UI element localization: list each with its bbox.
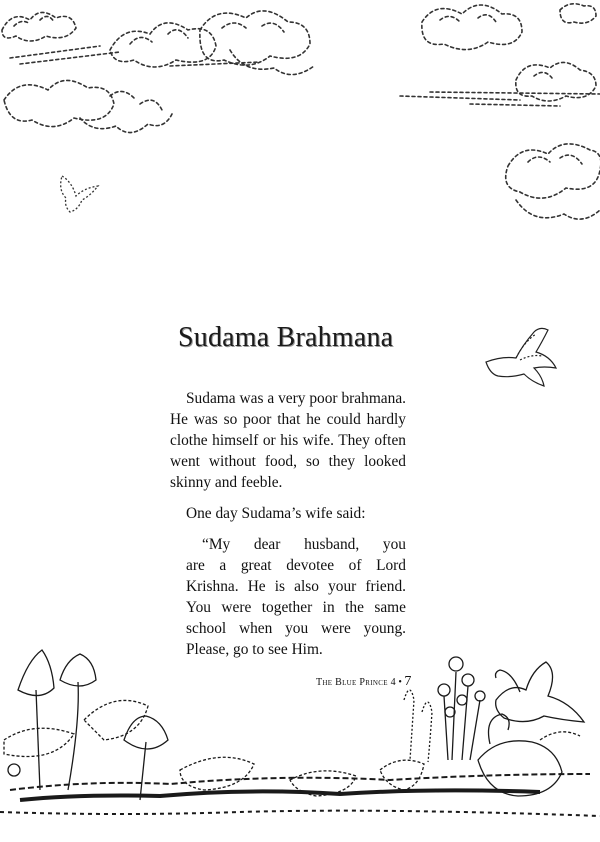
text-line: went without food, so they looked xyxy=(170,453,406,470)
footer-separator: • xyxy=(398,677,402,688)
text-line: clothe himself or his wife. They often xyxy=(170,432,406,449)
text-line: Krishna. He is also your friend. xyxy=(186,578,406,595)
flying-bird-icon xyxy=(486,328,556,386)
cloud-icon xyxy=(506,144,600,219)
leaf-icon xyxy=(4,728,74,756)
text-line: skinny and feeble. xyxy=(170,474,283,491)
lotus-icon xyxy=(18,650,54,696)
swan-icon xyxy=(496,662,585,722)
page-title: Sudama Brahmana xyxy=(178,322,394,353)
cloud-icon xyxy=(110,23,216,67)
story-text xyxy=(170,388,406,670)
text-line: school when you were young. xyxy=(186,620,406,637)
text-line: Sudama was a very poor brahmana. xyxy=(186,390,406,407)
paragraph xyxy=(170,388,406,493)
text-line: You were together in the same xyxy=(186,599,406,616)
page-footer xyxy=(316,674,411,690)
text-line: One day Sudama’s wife said: xyxy=(186,505,366,522)
cloud-icon xyxy=(516,62,596,101)
paragraph xyxy=(170,534,406,660)
flower-cluster-icon xyxy=(404,657,485,762)
text-line: are a great devotee of Lord xyxy=(186,557,406,574)
lotus-icon xyxy=(60,654,96,686)
swan-icon xyxy=(478,714,580,796)
book-title: The Blue Prince 4 xyxy=(316,677,396,688)
lotus-swans-scene xyxy=(0,650,600,816)
text-line: “My dear husband, you xyxy=(202,536,406,553)
leaf-icon xyxy=(290,771,356,796)
lotus-icon xyxy=(124,716,168,749)
page-number: 7 xyxy=(404,674,412,689)
cloud-icon xyxy=(422,4,596,50)
cloud-icon xyxy=(4,80,172,132)
paragraph xyxy=(170,503,406,524)
leaf-icon xyxy=(84,700,148,740)
text-line: Please, go to see Him. xyxy=(186,641,323,658)
bird-icon xyxy=(61,176,98,212)
cloud-icon xyxy=(2,12,76,41)
text-line: He was so poor that he could hardly xyxy=(170,411,406,428)
leaf-icon xyxy=(180,757,254,790)
cloud-icon xyxy=(200,11,314,75)
